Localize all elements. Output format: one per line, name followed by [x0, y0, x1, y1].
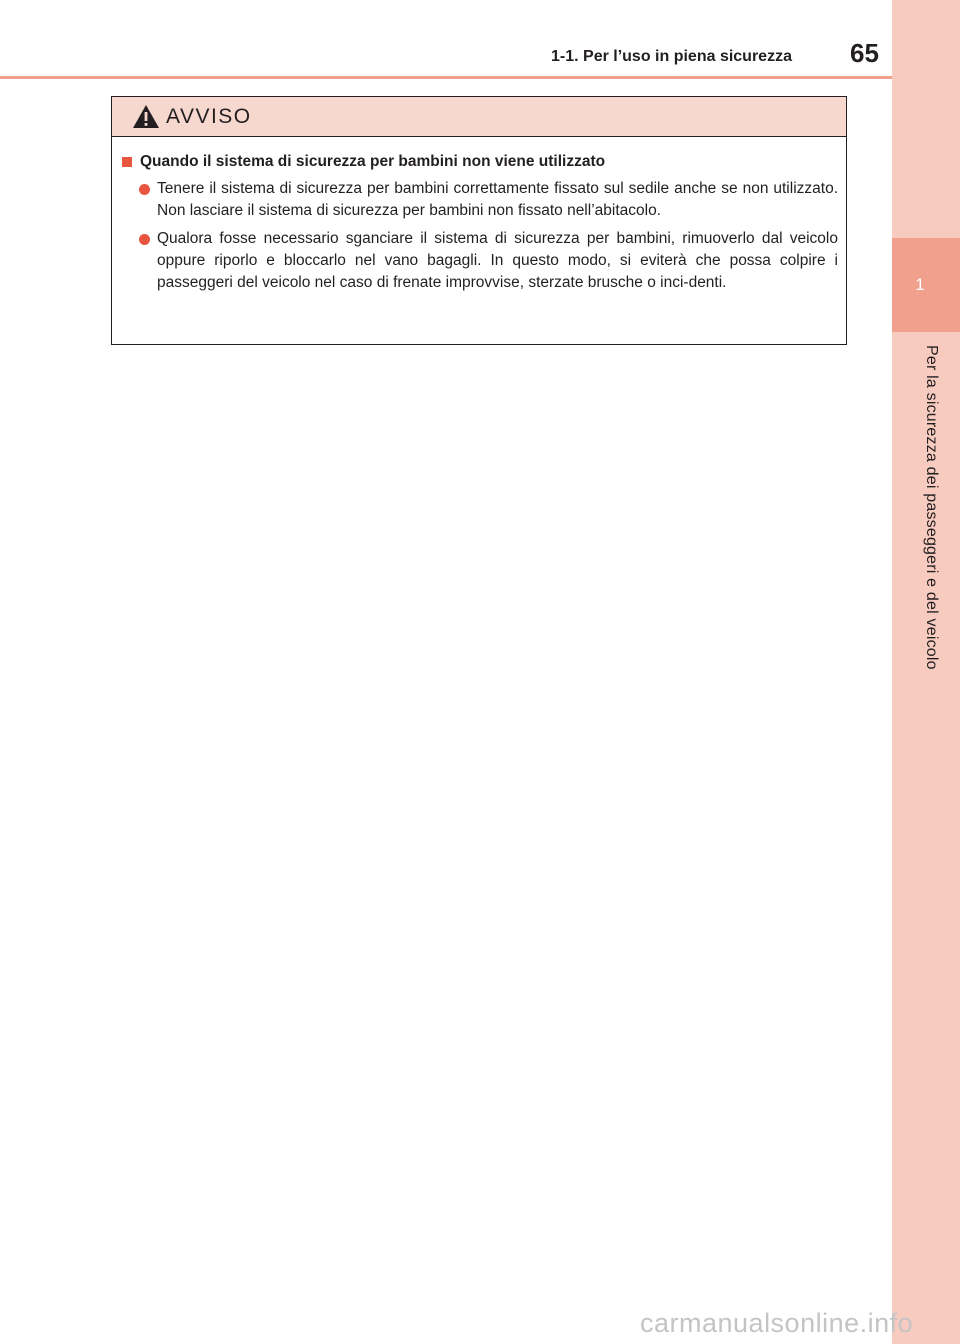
chapter-tab[interactable]	[892, 238, 960, 332]
warning-bullet	[120, 178, 838, 222]
warning-title: AVVISO	[166, 104, 252, 128]
warning-bullet	[120, 228, 838, 294]
warning-triangle-icon	[132, 104, 160, 129]
warning-header	[112, 97, 846, 137]
warning-subheading-text: Quando il sistema di sicurezza per bambini non viene utilizzato	[140, 153, 606, 170]
header-rule	[0, 76, 892, 79]
square-bullet-icon	[122, 157, 132, 167]
circle-bullet-icon	[139, 184, 150, 195]
warning-box	[111, 96, 847, 345]
warning-bullet-text: Tenere il sistema di sicurezza per bambini correttamente fissato sul sedile anche se non utilizzato. Non lasciare il sistema di sicurezza per bambini non fissato nell’abitacolo.	[157, 180, 838, 219]
warning-body	[112, 137, 846, 294]
warning-subheading	[120, 153, 838, 171]
section-title: 1-1. Per l’uso in piena sicurezza	[551, 48, 792, 65]
watermark: carmanualsonline.info	[640, 1308, 914, 1338]
chapter-title: Per la sicurezza dei passeggeri e del veicolo	[923, 345, 940, 670]
circle-bullet-icon	[139, 234, 150, 245]
page-number: 65	[850, 38, 879, 68]
chapter-number: 1	[915, 275, 925, 294]
side-strip	[892, 0, 960, 1344]
warning-bullet-text: Qualora fosse necessario sganciare il sistema di sicurezza per bambini, rimuoverlo dal veicolo oppure riporlo e bloccarlo nel vano bagagli. In questo modo, si eviterà che possa colpire i passeggeri del veicolo nel caso di frenate improvvise, sterzate brusche o inci-denti.	[157, 230, 838, 291]
